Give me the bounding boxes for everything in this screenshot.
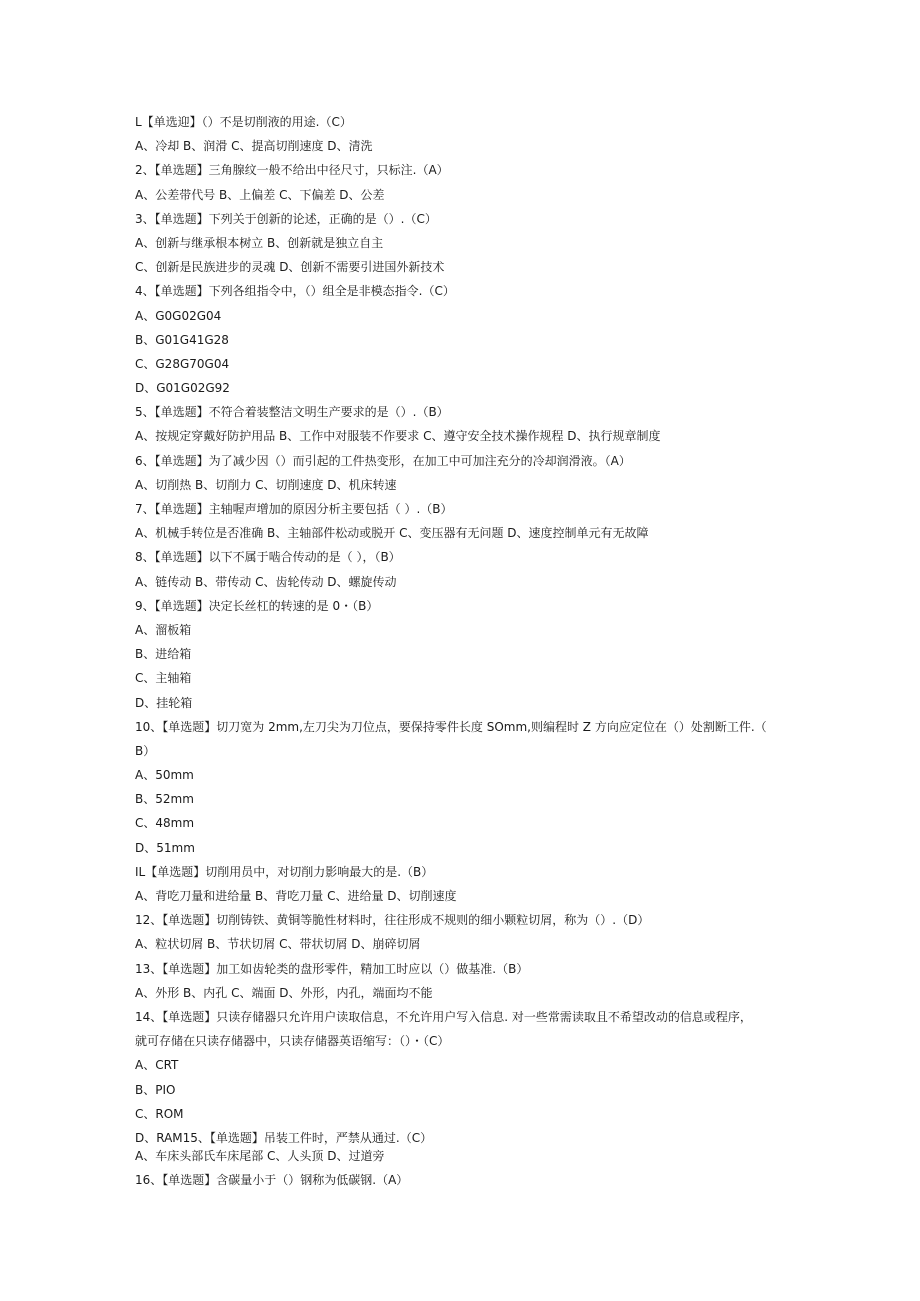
text-line: B、52mm: [135, 792, 194, 807]
question-list: [135, 114, 785, 1196]
text-line: B、进给箱: [135, 647, 192, 662]
text-line: 4、【单选题】下列各组指令中，（）组全是非模态指令.（C）: [135, 284, 455, 299]
text-line: 14、【单选题】只读存储器只允许用户读取信息，不允许用户写入信息. 对一些常需读取且不希望改动的信息或程序，: [135, 1009, 752, 1024]
text-line: A、公差带代号 B、上偏差 C、下偏差 D、公差: [135, 187, 385, 202]
text-line: C、创新是民族进步的灵魂 D、创新不需要引进国外新技术: [135, 260, 445, 275]
text-line: 5、【单选题】不符合着装整洁文明生产要求的是（）.（B）: [135, 405, 449, 420]
text-line: 7、【单选题】主轴喔声增加的原因分析主要包括（ ）.（B）: [135, 502, 453, 516]
text-line: 13、【单选题】加工如齿轮类的盘形零件，精加工时应以（）做基准.（B）: [135, 961, 529, 976]
text-line: A、G0G02G04: [135, 308, 222, 323]
text-line: B、PIO: [135, 1082, 176, 1097]
text-line: A、车床头部氏车床尾部 C、人头顶 D、过道旁: [135, 1148, 385, 1163]
text-line: D、51mm: [135, 840, 195, 855]
text-line: B）: [135, 743, 156, 758]
text-line: C、ROM: [135, 1106, 184, 1121]
text-line: A、冷却 B、润滑 C、提高切削速度 D、清洗: [135, 139, 373, 154]
text-line: IL【单选题】切削用员中，对切削力影响最大的是.（B）: [135, 864, 434, 879]
text-line: L【单选迎】（）不是切削液的用途.（C）: [135, 115, 352, 129]
text-line: A、CRT: [135, 1058, 179, 1073]
text-line: 6、【单选题】为了减少因（）而引起的工件热变形，在加工中可加注充分的冷却润滑液。（A）: [135, 453, 631, 468]
text-line: A、溜板箱: [135, 622, 192, 637]
text-line: D、挂轮箱: [135, 695, 193, 710]
text-line: 8、【单选题】以下不属于啮合传动的是（ ），（B）: [135, 550, 401, 565]
text-line: A、切削热 B、切削力 C、切削速度 D、机床转速: [135, 477, 397, 492]
text-line: 16、【单选题】含碳量小于（）钢称为低碳钢.（A）: [135, 1173, 409, 1188]
text-line: 3、【单选题】下列关于创新的论述，正确的是（）.（C）: [135, 211, 437, 226]
text-line: D、RAM15、【单选题】吊装工件时，严禁从通过.（C）: [135, 1130, 433, 1145]
text-line: A、背吃刀量和进给量 B、背吃刀量 C、进给量 D、切削速度: [135, 889, 457, 903]
text-line: B、G01G41G28: [135, 332, 229, 347]
text-line: A、外形 B、内孔 C、端面 D、外形，内孔，端面均不能: [135, 985, 433, 1000]
text-line: C、48mm: [135, 816, 195, 831]
text-line: 12、【单选题】切削铸铁、黄铜等脆性材料时，往往形成不规则的细小颗粒切屑，称为（）.（D）: [135, 913, 650, 928]
text-line: 就可存储在只读存储器中，只读存储器英语缩写：（）・（C）: [135, 1034, 450, 1049]
text-line: D、G01G02G92: [135, 381, 230, 396]
text-line: 9、【单选题】决定长丝杠的转速的是 0・（B）: [135, 598, 379, 613]
text-line: 2、【单选题】三角腺纹一般不给出中径尺寸，只标注.（A）: [135, 163, 449, 178]
text-line: A、链传动 B、带传动 C、齿轮传动 D、螺旋传动: [135, 574, 397, 589]
text-line: A、创新与继承根本树立 B、创新就是独立自主: [135, 235, 384, 250]
text-line: A、粒状切屑 B、节状切屑 C、带状切屑 D、崩碎切屑: [135, 937, 421, 952]
text-line: C、G28G70G04: [135, 356, 230, 371]
text-line: A、按规定穿戴好防护用品 B、工作中对服装不作要求 C、遵守安全技术操作规程 D、执行规章制度: [135, 429, 661, 444]
text-line: A、50mm: [135, 768, 194, 783]
text-line: A、机械手转位是否准确 B、主轴部件松动或脱开 C、变压器有无问题 D、速度控制单元有无故障: [135, 526, 649, 541]
text-line: 10、【单选题】切刀宽为 2mm,左刀尖为刀位点，要保持零件长度 SOmm,则编程时 Z 方向应定位在（）处割断工件.（: [135, 719, 767, 734]
text-line: C、主轴箱: [135, 671, 192, 686]
